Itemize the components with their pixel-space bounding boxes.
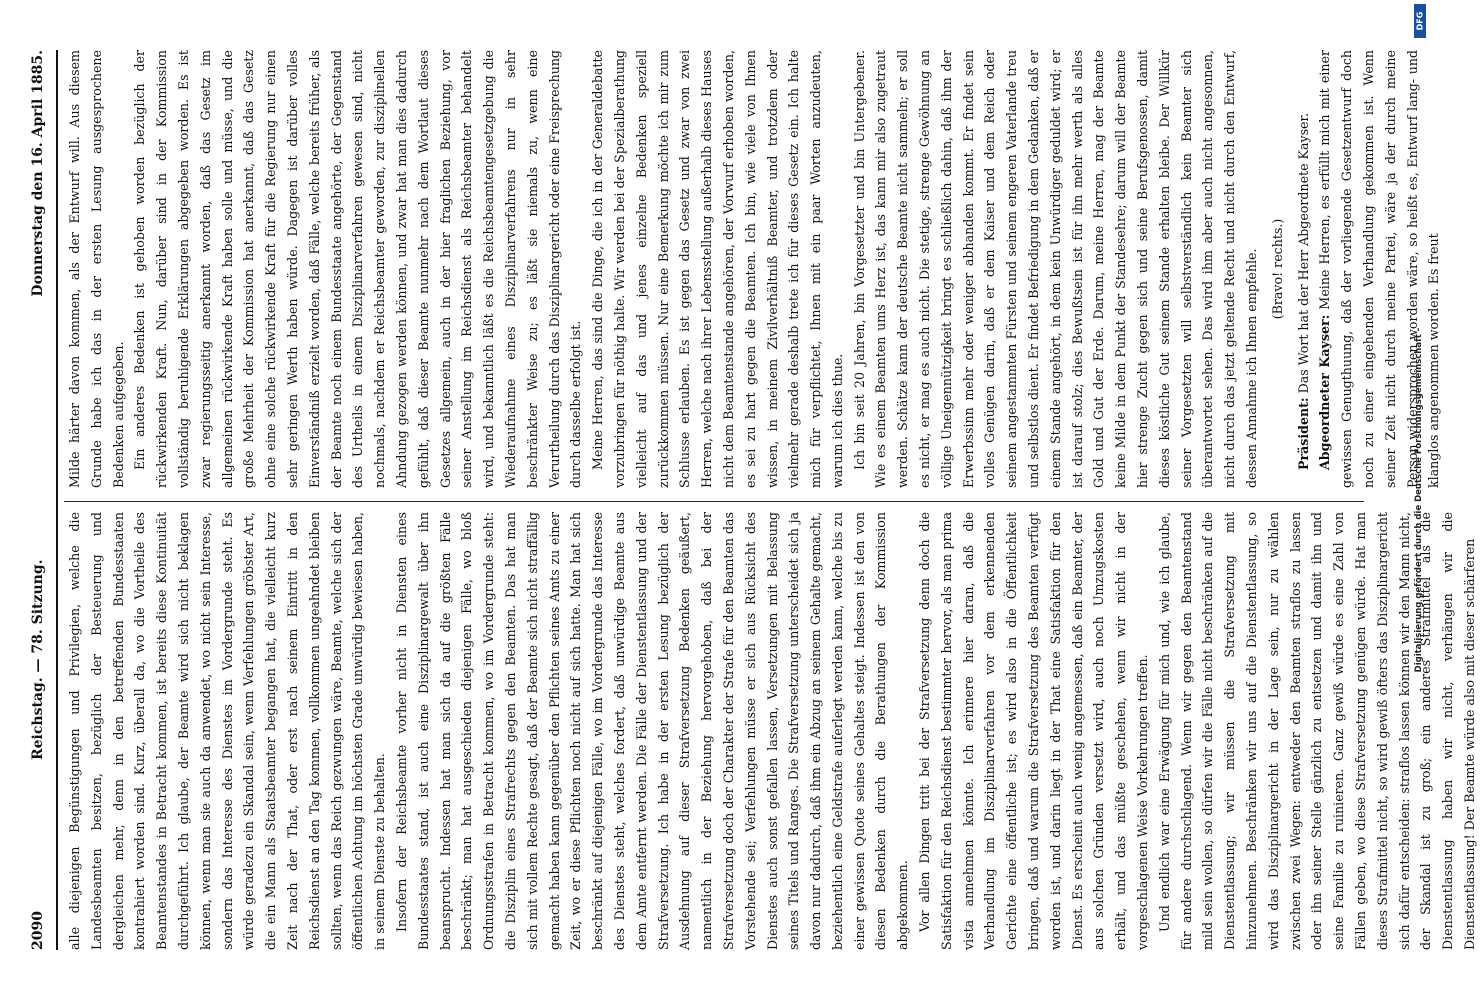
page-header bbox=[30, 50, 54, 950]
right-paragraph-1: Milde härter davon kommen, als der Entwurf will. Aus diesem Grunde habe ich das in der ersten Lesung ausgesprochene Bedenken aufgegeben. bbox=[67, 50, 126, 488]
page-number: 2090 bbox=[30, 911, 46, 950]
president-statement bbox=[1293, 50, 1315, 488]
credit-text: Digitalisierung gefördert durch die Deutsche Forschungsgemeinschaft - bbox=[1414, 327, 1424, 673]
header-right-title: Donnerstag den 16. April 1885. bbox=[30, 50, 46, 297]
digitization-credit bbox=[1412, 10, 1426, 990]
left-paragraph-2: Insofern der Reichsbeamte vorher nicht in Diensten eines Bundesstaates stand, ist auch eine Disziplinargewalt über ihn beansprucht. Indessen hat man sich da auf die größten Fälle beschränkt; man hat ausgeschieden diejenigen Fälle, wo bloß Ordnungsstrafen in Betracht kommen, wo im Vordergrunde steht: die Disziplin eines Strafrechts gegen den Beamten. Das hat man sich mit vollem Rechte gesagt, daß der Beamte sich nicht straffällig gemacht haben kann gegenüber den Pflichten seines Amts zu einer Zeit, wo er diese Pflichten noch nicht auf sich hatte. Man hat sich beschränkt auf diejenigen Fälle, wo im Vordergrunde das Interesse des Dienstes steht, welches fordert, daß unwürdige Beamte aus dem Amte entfernt werden. Die Fälle der Dienstentlassung und der Strafversetzung. Ich habe in der ersten Lesung bezüglich der Ausdehnung auf dieser Strafversetzung Bedenken geäußert, namentlich in der Beziehung hervorgehoben, daß bei der Strafversetzung doch der Charakter der Strafe für den Beamten das Vorstehende sei; Verfehlungen müsse er sich aus Rücksicht des Dienstes auch sonst gefallen lassen, Versetzungen mit Belassung seines Titels und Ranges. Die Strafversetzung unterscheidet sich ja davon nur dadurch, daß ihm ein Abzug an seinem Gehalte gemacht, beziehentlich eine Geldstrafe auferlegt werden kann, welche bis zu einer gewissen Quote seines Gehaltes steigt. Indessen ist den von diesen Bedenken durch die Berathungen der Kommission abgekommen. bbox=[393, 512, 911, 950]
header-left-title: Reichstag. — 78. Sitzung. bbox=[30, 559, 46, 760]
left-paragraph-1: alle diejenigen Begünstigungen und Privilegien, welche die Landesbeamten besitzen, bezüglich der Besteuerung und dergleichen mehr, denn in den betreffenden Bundesstaaten kontrahiert worden sind. Kurz, überall da, wo die Vortheile des Beamtenstandes in Betracht kommen, ist bereits diese Kontinuität durchgeführt. Ich glaube, der Beamte wird sich nicht beklagen können, wenn man sie auch da anwendet, wo nicht sein Interesse, sondern das Interesse des Dienstes im Vordergrunde steht. Es würde geradezu ein Skandal sein, wenn Verfehlungen gröbster Art, die ein Mann als Staatsbeamter begangen hat, die vielleicht kurz Zeit nach der That, oder erst nach seinem Eintritt in den Reichsdienst an den Tag kommen, vollkommen ungeahndet bleiben sollten, wenn das Reich gezwungen wäre, Beamte, welche sich der öffentlichen Achtung im höchsten Grade unwürdig bewiesen haben, in seinem Dienste zu behalten. bbox=[67, 512, 388, 950]
dfg-logo bbox=[1414, 4, 1426, 38]
column-divider bbox=[64, 501, 1364, 502]
kayser-text: Meine Herren, es erfüllt mich mit einer gewissen Genugthuung, daß der vorliegende Gesetzentwurf doch noch zu einer eingehenden Verhandlung gekommen ist. Wenn seiner Zeit nicht durch meine Partei, wäre ja der durch meine Person widersprochen worden wäre, so heißt es, Entwurf lang- und klanglos angenommen worden. Es freut bbox=[1317, 50, 1442, 488]
right-paragraph-3: Meine Herren, das sind die Dinge, die ich in der Generaldebatte vorzubringen für nöthig halte. Wir werden bei der Spezialberathung vielleicht auf das und jenes einzelne Bedenken speziell zurückkommen müssen. Nur eine Bemerkung möchte ich mir zum Schlusse erlauben. Es ist gegen das Gesetz und zwar von zwei Herren, welche nach ihrer Lebensstellung außerhalb dieses Hauses nicht dem Beamtenstande angehören, der Vorwurf erhoben worden, es sei zu hart gegen die Beamten. Ich bin, wie viele von Ihnen wissen, in meinem Zivilverhältniß Beamter, und trotzdem oder vielmehr gerade deshalb trete ich für dieses Gesetz ein. Ich halte mich für verpflichtet, Ihnen mit ein paar Worten anzudeuten, warum ich dies thue. bbox=[590, 50, 845, 488]
right-column bbox=[64, 50, 1442, 488]
right-paragraph-4: Ich bin seit 20 Jahren, bin Vorgesetzter und bin Untergebener. Wie es einem Beamten ums Herz ist, das kann mir also zugetraut werden. Schätze kann der deutsche Beamte nicht sammeln; er soll es nicht, er mag es auch nicht. Die stetige, strenge Gewöhnung an völlige Uneigennützigkeit bringt es schließlich dahin, daß ihm der Erwerbssinn mehr oder weniger abhanden kommt. Er findet sein volles Genügen darin, daß er dem Kaiser und dem Reich oder seinem angestammten Fürsten und seinem engeren Vaterlande treu und selbstlos dient. Er findet Befriedigung in dem Gedanken, daß er einem Stande angehört, in dem kein Unwürdiger geduldet wird; er ist darauf stolz; dies Bewußtsein ist für ihn mehr werth als alles Gold und Gut der Erde. Darum, meine Herren, mag der Beamte keine Milde in dem Punkt der Standesehre; darum will der Beamte hier strenge Zucht gegen sich und seine Berufsgenossen, damit dieses köstliche Gut seinem Stande erhalten bleibe. Der Willkür seiner Vorgesetzten will selbstverständlich kein Beamter sich überantwortet sehen. Das wird ihm aber auch nicht angesonnen, nicht durch das jetzt geltende Recht und nicht durch den Entwurf, dessen Annahme ich Ihnen empfehle. bbox=[851, 50, 1260, 488]
speaker-president-label: Präsident: bbox=[1295, 397, 1311, 470]
header-rule bbox=[56, 50, 58, 950]
right-paragraph-2: Ein anderes Bedenken ist gehoben worden bezüglich der rückwirkenden Kraft. Nun, darüber sind in der Kommission vollständig beruhigende Erklärungen abgegeben worden. Es ist zwar regierungsseitig anerkannt worden, daß das Gesetz im allgemeinen rückwirkende Kraft haben solle und müsse, und die große Mehrheit der Kommission hat anerkannt, daß das Gesetz ohne eine solche rückwirkende Kraft für die Regierung nur einen sehr geringen Werth haben würde. Dagegen ist darüber volles Einverständniß erzielt worden, daß Fälle, welche bereits früher, als der Beamte noch einem Bundesstaate angehörte, der Gegenstand des Urtheils in einem Disziplinarverfahren gewesen sind, nicht nochmals, nachdem er Reichsbeamter geworden, zur disziplinellen Ahndung gezogen werden können, und zwar hat man dies dadurch gefühlt, daß dieser Beamte nunmehr nach dem Wortlaut dieses Gesetzes allgemein, auch in der hier fraglichen Beziehung, vor seiner Anstellung im Reichsdienst als Reichsbeamter behandelt wird, und bekanntlich läßt es die Reichsbeamtengesetzgebung die Wiederaufnahme eines Disziplinarverfahrens nur in sehr beschränkter Weise zu; es läßt sie niemals zu, wenn eine Verurtheilung durch das Disziplinargericht oder eine Freisprechung durch dasselbe erfolgt ist. bbox=[132, 50, 584, 488]
left-column bbox=[64, 512, 1477, 950]
dfg-logo-text: DFG bbox=[1415, 11, 1425, 31]
applause-note: (Bravo! rechts.) bbox=[1269, 218, 1285, 320]
president-text: Das Wort hat der Herr Abgeordnete Kayser. bbox=[1295, 112, 1311, 394]
left-paragraph-4: Und endlich war eine Erwägung für mich und, wie ich glaube, für andere durchschlagend. Wenn wir gegen den Beamtenstand mild sein wollen, so dürfen wir die Fälle nicht beschränken auf die Dienstentlassung; wir müssen die Strafversetzung mit hinzunehmen. Beschränken wir uns auf die Dienstentlassung, so wird das Disziplinargericht in der Lage sein, nur zu wählen zwischen zwei Wegen: entweder den Beamten straflos zu lassen oder ihn seiner Stelle gänzlich zu entsetzen und damit ihn und seine Familie zu ruinieren. Ganz gewiß würde es eine Zahl von Fällen geben, wo diese Strafversetzung genügen würde. Hat man dieses Strafmittel nicht, so wird gewiß öfters das Disziplinargericht sich dafür entscheiden: straflos lassen können wir den Mann nicht, der Skandal ist zu groß; ein anderes Strafmittel als die Dienstentlassung haben wir nicht, verhängen wir die Dienstentlassung! Der Beamte würde also mit dieser schärferen bbox=[1156, 512, 1477, 950]
speaker-kayser-label: Abgeordneter Kayser: bbox=[1317, 314, 1333, 470]
left-paragraph-3: Vor allen Dingen tritt bei der Strafversetzung denn doch die Satisfaktion für den Reichsdienst bestimmter hervor, als man prima vista annehmen könnte. Ich erinnere hier daran, daß die Verhandlung im Disziplinarverfahren vor dem erkennenden Gerichte eine öffentliche ist; es wird also in die Öffentlichkeit bringen, daß und warum die Strafversetzung des Beamten verfügt worden ist, und darin liegt in der That eine Satisfaktion für den Dienst. Es erscheint auch wenig angemessen, daß ein Beamter, der aus solchen Gründen versetzt wird, auch noch Umzugskosten erhält, und das müßte geschehen, wenn wir nicht in der vorgeschlagenen Weise Vorkehrungen treffen. bbox=[917, 512, 1151, 950]
